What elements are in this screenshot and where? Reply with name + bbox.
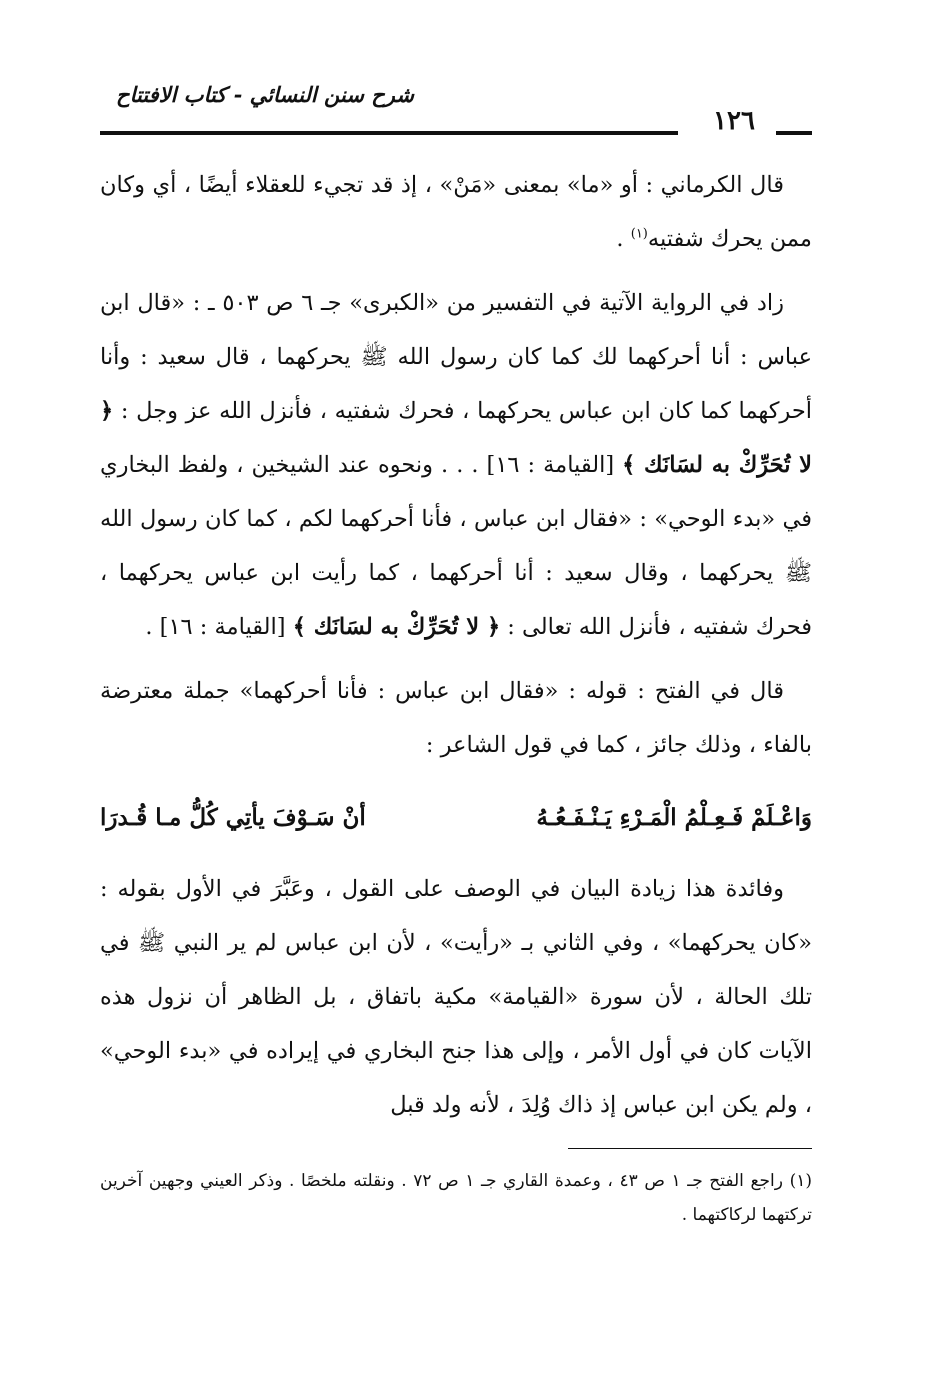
footnote xyxy=(100,1164,812,1232)
main-text xyxy=(100,158,812,772)
paragraph-text: قال الكرماني : أو «ما» بمعنى «مَنْ» ، إذ قد تجيء للعقلاء أيضًا ، أي وكان ممن يحرك شفتيه xyxy=(100,172,812,252)
paragraph-riwaya xyxy=(100,276,812,654)
paragraph-fath xyxy=(100,664,812,772)
paragraph-text: [القيامة : ١٦] . . . ونحوه عند الشيخين ، ولفظ البخاري في «بدء الوحي» : «فقال ابن عباس ، فأنا أحركهما لكم ، كما كان رسول الله ﷺ يحركهما ، وقال سعيد : أنا أحركهما ، كما رأيت ابن عباس يحركهما ، فحرك شفتيه ، فأنزل الله تعالى : xyxy=(100,452,812,640)
footnote-reference: (١) xyxy=(630,226,648,242)
poetry-verse xyxy=(100,804,812,852)
paragraph-text: [القيامة : ١٦] . xyxy=(145,614,293,640)
footnote-text: راجع الفتح جـ ١ ص ٤٣ ، وعمدة القاري جـ ١ ص ٧٢ . ونقلته ملخصًا . وذكر العيني وجهين آخرين تركتهما لركاكتهما . xyxy=(100,1171,812,1225)
quran-quote: ﴿ لا تُحَرِّكْ به لسَانَك ﴾ xyxy=(100,398,812,478)
page-number: ١٢٦ xyxy=(713,106,755,136)
paragraph-text: قال في الفتح : قوله : «فقال ابن عباس : فأنا أحركهما» جملة معترضة بالفاء ، وذلك جائز ، كما في قول الشاعر : xyxy=(100,678,812,758)
running-title: شرح سنن النسائي - كتاب الافتتاح xyxy=(116,82,414,107)
quran-quote: ﴿ لا تُحَرِّكْ به لسَانَك ﴾ xyxy=(292,614,501,640)
page-number-rule xyxy=(776,131,812,135)
verse-second-hemistich: أنْ سَـوْفَ يأتِي كُلُّ مـا قُـدرَا xyxy=(100,804,366,831)
header-rule xyxy=(100,131,678,135)
footnote-rule xyxy=(568,1148,812,1149)
paragraph-tail: . xyxy=(616,226,631,252)
paragraph-faida: وفائدة هذا زيادة البيان في الوصف على القول ، وعَبَّرَ في الأول بقوله : «كان يحركهما» ، وفي الثاني بـ «رأيت» ، لأن ابن عباس لم ير النبي ﷺ في تلك الحالة ، لأن سورة «القيامة» مكية باتفاق ، بل الظاهر أن نزول هذه الآيات كان في أول الأمر ، وإلى هذا جنح البخاري في إيراده في «بدء الوحي» ، ولم يكن ابن عباس إذ ذاك وُلِدَ ، لأنه ولد قبل xyxy=(100,876,812,1118)
main-text-continued xyxy=(100,862,812,1132)
paragraph-text: زاد في الرواية الآتية في التفسير من «الكبرى» جـ ٦ ص ٥٠٣ ـ : «قال ابن عباس : أنا أحركهما لك كما كان رسول الله ﷺ يحركهما ، قال سعيد : وأنا أحركهما كما كان ابن عباس يحركهما ، فحرك شفتيه ، فأنزل الله عز وجل : xyxy=(100,290,812,424)
verse-first-hemistich: وَاعْـلَمْ فَـعِـلْمُ الْمَـرْءِ يَـنْـفَـعُـهُ xyxy=(536,804,812,831)
footnote-marker: (١) xyxy=(789,1171,812,1191)
paragraph-kirmani xyxy=(100,158,812,266)
